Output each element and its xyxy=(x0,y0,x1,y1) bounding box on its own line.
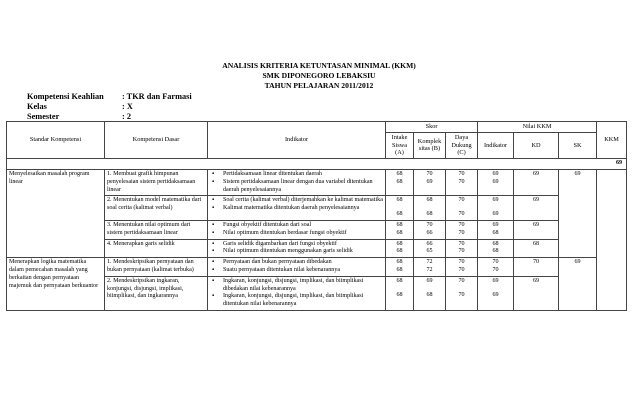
daya-dukung-cell: 70 70 xyxy=(446,220,478,239)
meta-kelas xyxy=(27,102,133,113)
kkm-sk-cell: 69 xyxy=(559,169,597,257)
kd-cell: 2. Menentukan model matematika dari soal cerita (kalimat verbal) xyxy=(105,196,208,221)
col-kompetensi-dasar: Kompetensi Dasar xyxy=(105,122,208,159)
doc-title: ANALISIS KRITERIA KETUNTASAN MINIMAL (KKM) xyxy=(222,61,416,70)
indikator-cell xyxy=(208,239,386,258)
kkm-indikator-cell: 68 68 xyxy=(478,239,514,258)
kd-cell: 1. Membuat grafik himpunan penyelesaian sistem pertidaksamaan linear xyxy=(105,169,208,195)
kkm-indikator-cell: 69 69 xyxy=(478,276,514,310)
col-daya-dukung: Daya Dukung (C) xyxy=(446,132,478,158)
kd-cell: 1. Mendeskripsikan pernyataan dan bukan pernyataan (kalimat terbuka) xyxy=(105,258,208,277)
col-skor: Skor xyxy=(386,122,478,133)
kkm-kd-cell: 69 xyxy=(514,169,559,195)
kkm-indikator-cell: 69 69 xyxy=(478,169,514,195)
col-kompleksitas: Komplek sitas (B) xyxy=(414,132,446,158)
meta-semester-label: Semester xyxy=(27,112,60,121)
meta-kompetensi-value: : TKR dan Farmasi xyxy=(122,92,192,101)
indikator-cell xyxy=(208,196,386,221)
indikator-cell xyxy=(208,220,386,239)
indikator-item: ▪ Kalimat matematika ditentukan daerah penyelesaiannya xyxy=(210,205,383,213)
indikator-item: ▪ Sistem pertidaksamaan linear dengan dua variabel ditentukan daerah penyelesaiannya xyxy=(210,179,383,195)
indikator-item: ▪ Fungsi obyektif ditentukan dari soal xyxy=(210,222,383,230)
intake-cell: 68 68 xyxy=(386,196,414,221)
school-name: SMK DIPONEGORO LEBAKSIU xyxy=(262,71,376,80)
daya-dukung-cell: 70 70 xyxy=(446,258,478,277)
kompleksitas-cell: 70 66 xyxy=(414,220,446,239)
kkm-kd-cell: 70 xyxy=(514,258,559,277)
indikator-item: ▪ Pernyataan dan bukan pernyataan dibedakan xyxy=(210,259,383,267)
daya-dukung-cell: 70 70 xyxy=(446,276,478,310)
kkm-indikator-cell: 69 69 xyxy=(478,196,514,221)
col-nilai-kkm: Nilai KKM xyxy=(478,122,597,133)
indikator-item: ▪ Ingkaran, konjungsi, disjungsi, implikasi, dan biimplikasi dibedakan nilai kebenarannya xyxy=(210,278,383,294)
indikator-item: ▪ Nilai optimum ditentukan berdasar fungsi obyektif xyxy=(210,230,383,238)
indikator-item: ▪ Soal cerita (kalimat verbal) diterjemahkan ke kalimat matematika xyxy=(210,197,383,205)
kd-cell: 4. Menerapkan garis selidik xyxy=(105,239,208,258)
kd-cell: 3. Menentukan nilai optimum dari sistem pertidaksamaan linear xyxy=(105,220,208,239)
indikator-item: ▪ Pertidaksamaan linear ditentukan daerah xyxy=(210,171,383,179)
kkm-indikator-cell: 69 68 xyxy=(478,220,514,239)
indikator-item: ▪ Nilai optimum ditentukan menggunakan garis selidik xyxy=(210,248,383,256)
col-kkm-sk: SK xyxy=(559,132,597,158)
col-indikator: Indikator xyxy=(208,122,386,159)
indikator-cell xyxy=(208,169,386,195)
kd-cell: 2. Mendeskripsikan ingkaran, konjungsi, disjungsi, implikasi, biimplikasi, dan ingkarannya xyxy=(105,276,208,310)
kkm-kd-cell: 69 xyxy=(514,220,559,239)
meta-kelas-label: Kelas xyxy=(27,102,47,111)
sk-cell: Menyelesaikan masalah program linear xyxy=(7,169,105,257)
intake-cell: 68 68 xyxy=(386,239,414,258)
daya-dukung-cell: 70 70 xyxy=(446,239,478,258)
kompleksitas-cell: 68 68 xyxy=(414,196,446,221)
kkm-kd-cell: 68 xyxy=(514,239,559,258)
kompleksitas-cell: 66 65 xyxy=(414,239,446,258)
kompleksitas-cell: 69 68 xyxy=(414,276,446,310)
intake-cell: 68 68 xyxy=(386,258,414,277)
kompleksitas-cell: 72 72 xyxy=(414,258,446,277)
indikator-cell xyxy=(208,276,386,310)
sk-cell: Menerapkan logika matematika dalam pemecahan masalah yang berkaitan dengan pernyataan majemuk dan pernyataan berkuantor xyxy=(7,258,105,311)
col-intake: Intake Siswa (A) xyxy=(386,132,414,158)
indikator-item: ▪ Garis selidik digambarkan dari fungsi obyektif xyxy=(210,241,383,249)
col-kkm-kd: KD xyxy=(514,132,559,158)
kompleksitas-cell: 70 69 xyxy=(414,169,446,195)
meta-kompetensi-label: Kompetensi Keahlian xyxy=(27,92,104,101)
academic-year: TAHUN PELAJARAN 2011/2012 xyxy=(264,81,374,90)
col-kkm-indikator: Indikator xyxy=(478,132,514,158)
kkm-kd-cell: 69 xyxy=(514,196,559,221)
intake-cell: 68 68 xyxy=(386,169,414,195)
meta-semester-value: : 2 xyxy=(122,112,131,121)
indikator-item: ▪ Suatu pernyataan ditentukan nilai kebenarannya xyxy=(210,267,383,275)
kkm-kd-cell: 69 xyxy=(514,276,559,310)
table-row xyxy=(7,169,627,195)
col-standar-kompetensi: Standar Kompetensi xyxy=(7,122,105,159)
kkm-value: 69 xyxy=(7,159,627,170)
indikator-item: ▪ Ingkaran, konjungsi, disjungsi, implikasi, dan biimplikasi ditentukan nilai kebenarannya xyxy=(210,293,383,309)
meta-kelas-value: : X xyxy=(122,102,133,111)
kkm-indikator-cell: 70 70 xyxy=(478,258,514,277)
kkm-table xyxy=(6,121,627,311)
kkm-sk-cell: 69 xyxy=(559,258,597,311)
meta-kompetensi xyxy=(27,92,192,103)
intake-cell: 68 68 xyxy=(386,276,414,310)
col-kkm: KKM xyxy=(597,122,627,159)
indikator-cell xyxy=(208,258,386,277)
daya-dukung-cell: 70 70 xyxy=(446,196,478,221)
intake-cell: 68 68 xyxy=(386,220,414,239)
daya-dukung-cell: 70 70 xyxy=(446,169,478,195)
table-row xyxy=(7,258,627,277)
kkm-cell xyxy=(597,169,627,310)
